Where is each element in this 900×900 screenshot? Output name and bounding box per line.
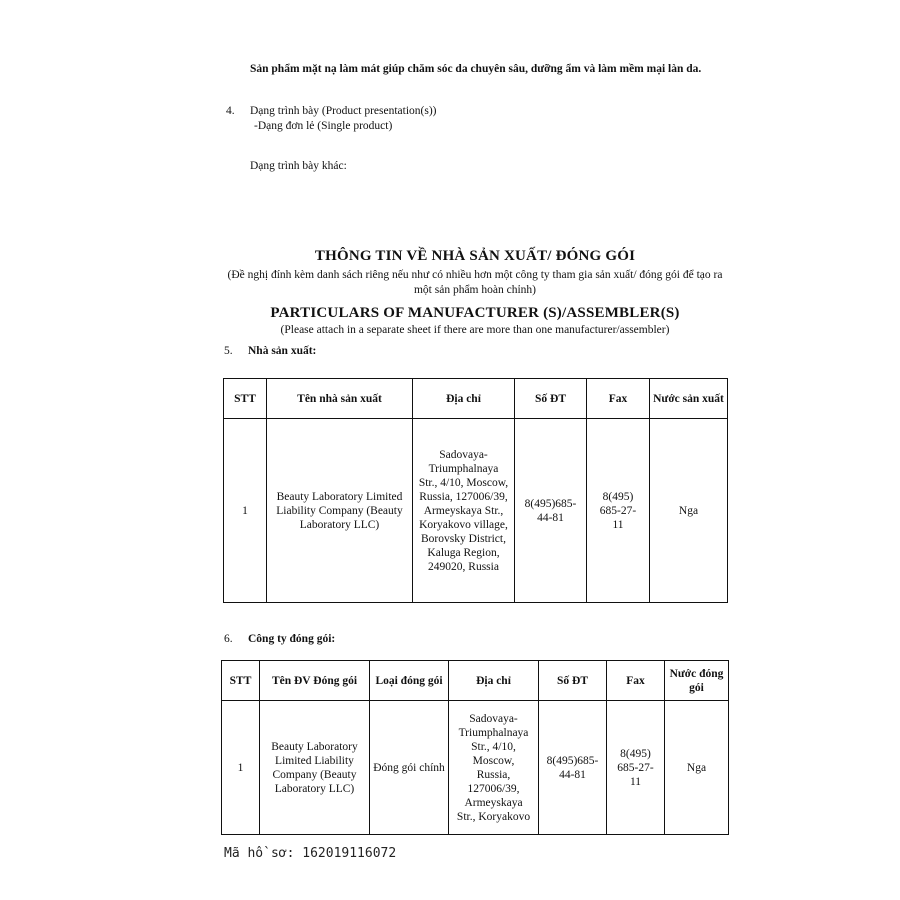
header-address: Địa chỉ: [449, 661, 539, 701]
cell-stt: 1: [224, 419, 267, 603]
cell-address: Sadovaya-Triumphalnaya Str., 4/10, Moscow, Russia, 127006/39, Armeyskaya Str., Koryakovo: [449, 701, 539, 835]
cell-packing-type: Đóng gói chính: [370, 701, 449, 835]
header-fax: Fax: [587, 379, 650, 419]
product-description: Sản phẩm mặt nạ làm mát giúp chăm sóc da chuyên sâu, dưỡng ẩm và làm mềm mại làn da.: [250, 63, 702, 75]
header-country: Nước sản xuất: [650, 379, 728, 419]
header-stt: STT: [222, 661, 260, 701]
cell-phone: 8(495)685-44-81: [515, 419, 587, 603]
manufacturer-note-en: (Please attach in a separate sheet if there are more than one manufacturer/assembler): [280, 324, 670, 336]
manufacturer-title-en: PARTICULARS OF MANUFACTURER (S)/ASSEMBLER(S): [270, 305, 680, 321]
cell-country: Nga: [650, 419, 728, 603]
section-4-number: 4.: [226, 105, 235, 117]
dossier-code: Mã hồ sơ: 162019116072: [224, 846, 397, 861]
header-phone: Số ĐT: [539, 661, 607, 701]
section-5-heading: Nhà sản xuất:: [248, 345, 317, 357]
manufacturer-table: [223, 378, 728, 603]
manufacturer-table-header: [224, 379, 728, 419]
section-4-heading: Dạng trình bày (Product presentation(s)): [250, 105, 437, 117]
section-4-other: Dạng trình bày khác:: [250, 160, 347, 172]
cell-packer-name: Beauty Laboratory Limited Liability Company (Beauty Laboratory LLC): [260, 701, 370, 835]
cell-stt: 1: [222, 701, 260, 835]
table-row: [222, 701, 729, 835]
cell-fax: 8(495) 685-27-11: [587, 419, 650, 603]
header-packing-type: Loại đóng gói: [370, 661, 449, 701]
header-packer-name: Tên ĐV Đóng gói: [260, 661, 370, 701]
header-fax: Fax: [607, 661, 665, 701]
cell-phone: 8(495)685-44-81: [539, 701, 607, 835]
table-row: [224, 419, 728, 603]
cell-manufacturer-name: Beauty Laboratory Limited Liability Company (Beauty Laboratory LLC): [267, 419, 413, 603]
section-4-item: -Dạng đơn lẻ (Single product): [254, 120, 393, 132]
manufacturer-note-vi: (Đề nghị đính kèm danh sách riêng nếu như có nhiều hơn một công ty tham gia sản xuất/ đóng gói để tạo ra một sản phẩm hoàn chỉnh): [227, 269, 723, 296]
header-address: Địa chỉ: [413, 379, 515, 419]
section-5-number: 5.: [224, 345, 233, 357]
header-country: Nước đóng gói: [665, 661, 729, 701]
section-6-number: 6.: [224, 633, 233, 645]
header-stt: STT: [224, 379, 267, 419]
cell-address: Sadovaya-Triumphalnaya Str., 4/10, Moscow, Russia, 127006/39, Armeyskaya Str., Koryakovo village, Borovsky District, Kaluga Region, 249020, Russia: [413, 419, 515, 603]
cell-country: Nga: [665, 701, 729, 835]
packer-table: [221, 660, 729, 835]
packer-table-header: [222, 661, 729, 701]
cell-fax: 8(495) 685-27-11: [607, 701, 665, 835]
manufacturer-title-vi: THÔNG TIN VỀ NHÀ SẢN XUẤT/ ĐÓNG GÓI: [314, 248, 636, 264]
header-phone: Số ĐT: [515, 379, 587, 419]
section-6-heading: Công ty đóng gói:: [248, 633, 336, 645]
header-manufacturer-name: Tên nhà sản xuất: [267, 379, 413, 419]
